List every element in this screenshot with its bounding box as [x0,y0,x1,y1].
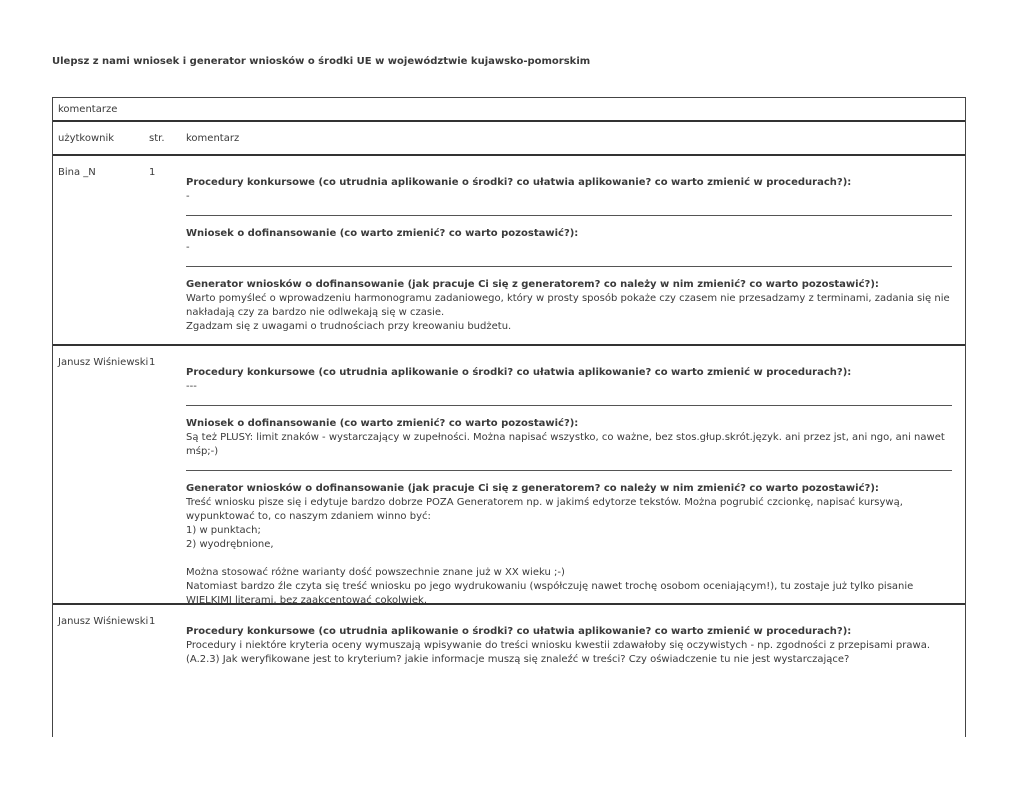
page-title: Ulepsz z nami wniosek i generator wniosków o środki UE w województwie kujawsko-pomorskim [52,56,591,67]
table-row [53,156,965,346]
row-page: 1 [149,357,156,368]
entry-answer: - [186,242,190,253]
entry-question: Wniosek o dofinansowanie (co warto zmienić? co warto pozostawić?): [186,228,579,239]
row-comment [186,605,952,678]
comments-table [52,97,966,737]
row-page: 1 [149,167,156,178]
column-header-user: użytkownik [58,133,115,144]
entry-question: Generator wniosków o dofinansowanie (jak pracuje Ci się z generatorem? co należy w nim zmienić? co warto pozostawić?): [186,483,879,494]
row-comment [186,346,952,619]
comment-entry [186,227,952,267]
section-header: komentarze [53,98,965,122]
column-header-page: str. [149,133,165,144]
row-user: Janusz Wiśniewski [58,616,149,627]
table-row [53,605,965,805]
row-user: Janusz Wiśniewski [58,357,149,368]
entry-answer: Treść wniosku pisze się i edytuje bardzo dobrze POZA Generatorem np. w jakimś edytorze tekstów. Można pogrubić czcionkę, napisać kursywą, wypunktować to, co naszym zdaniem winno być: 1) w punktach; 2) wyodrębnione, Można stosować różne warianty dość powszechnie znane już w XX wieku ;-) Natomiast bardzo źle czyta się treść wniosku po jego wydrukowaniu (współczuję nawet trochę osobom oceniającym!), tu zostaje już tylko pisanie WIELKIMI literami, bez zaakcentować cokolwiek. [186,497,914,606]
comment-entry [186,417,952,471]
row-user: Bina _N [58,167,96,178]
entry-question: Procedury konkursowe (co utrudnia aplikowanie o środki? co ułatwia aplikowanie? co warto zmienić w procedurach?): [186,367,852,378]
comment-entry [186,366,952,406]
column-header-comment: komentarz [186,133,240,144]
comment-entry [186,278,952,345]
entry-question: Wniosek o dofinansowanie (co warto zmienić? co warto pozostawić?): [186,418,579,429]
entry-answer: Procedury i niektóre kryteria oceny wymuszają wpisywanie do treści wniosku kwestii zdawałoby się oczywistych - np. zgodności z przepisami prawa. (A.2.3) Jak weryfikowane jest to kryterium? jakie informacje muszą się znaleźć w treści? Czy oświadczenie tu nie jest wystarczające? [186,640,930,665]
comment-entry [186,482,952,619]
entry-question: Procedury konkursowe (co utrudnia aplikowanie o środki? co ułatwia aplikowanie? co warto zmienić w procedurach?): [186,626,852,637]
entry-answer: --- [186,381,197,392]
entry-answer: - [186,191,190,202]
column-header-row [53,122,965,156]
entry-answer: Warto pomyśleć o wprowadzeniu harmonogramu zadaniowego, który w prosty sposób pokaże czy czasem nie przesadzamy z terminami, zadania się nie nakładają czy za bardzo nie odlwekają się w czasie. Zgadzam się z uwagami o trudnościach przy kreowaniu budżetu. [186,293,950,332]
entry-answer: Są też PLUSY: limit znaków - wystarczający w zupełności. Można napisać wszystko, co ważne, bez stos.głup.skrót.język. ani przez jst, ani ngo, ani nawet mśp;-) [186,432,945,457]
table-row [53,346,965,605]
entry-question: Generator wniosków o dofinansowanie (jak pracuje Ci się z generatorem? co należy w nim zmienić? co warto pozostawić?): [186,279,879,290]
entry-question: Procedury konkursowe (co utrudnia aplikowanie o środki? co ułatwia aplikowanie? co warto zmienić w procedurach?): [186,177,852,188]
row-page: 1 [149,616,156,627]
comment-entry [186,176,952,216]
row-comment [186,156,952,345]
comment-entry [186,625,952,678]
